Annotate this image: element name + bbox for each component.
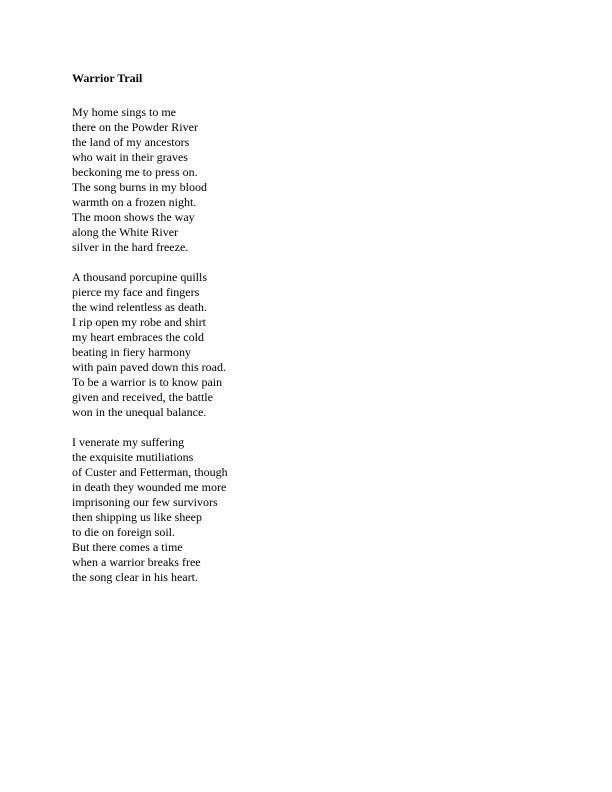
- poem-line: My home sings to me: [72, 105, 176, 119]
- poem-line: imprisoning our few survivors: [72, 495, 218, 509]
- poem-title: Warrior Trail: [72, 71, 143, 85]
- poem-line: with pain paved down this road.: [72, 360, 226, 374]
- poem-line: then shipping us like sheep: [72, 510, 202, 524]
- poem-line: beating in fiery harmony: [72, 345, 191, 359]
- poem-line: in death they wounded me more: [72, 480, 227, 494]
- poem-line: who wait in their graves: [72, 150, 188, 164]
- poem-line: of Custer and Fetterman, though: [72, 465, 228, 479]
- poem-line: pierce my face and fingers: [72, 285, 200, 299]
- poem-line: The song burns in my blood: [72, 180, 207, 194]
- poem-line: silver in the hard freeze.: [72, 240, 189, 254]
- poem-line: when a warrior breaks free: [72, 555, 201, 569]
- poem-line: warmth on a frozen night.: [72, 195, 197, 209]
- poem-line: beckoning me to press on.: [72, 165, 198, 179]
- poem-line: I venerate my suffering: [72, 435, 185, 449]
- poem-line: along the White River: [72, 225, 179, 239]
- stanza-1: [72, 105, 552, 255]
- poem-line: there on the Powder River: [72, 120, 198, 134]
- poem-line: the song clear in his heart.: [72, 570, 198, 584]
- stanza-2: [72, 270, 552, 420]
- poem-line: the exquisite mutiliations: [72, 450, 194, 464]
- poem-line: the land of my ancestors: [72, 135, 190, 149]
- poem-line: I rip open my robe and shirt: [72, 315, 206, 329]
- poem-line: my heart embraces the cold: [72, 330, 204, 344]
- poem-line: To be a warrior is to know pain: [72, 375, 223, 389]
- poem-line: to die on foreign soil.: [72, 525, 175, 539]
- poem: [72, 71, 552, 600]
- poem-line: The moon shows the way: [72, 210, 195, 224]
- poem-line: But there comes a time: [72, 540, 183, 554]
- poem-line: the wind relentless as death.: [72, 300, 207, 314]
- stanza-3: [72, 435, 552, 585]
- poem-line: A thousand porcupine quills: [72, 270, 207, 284]
- poem-line: given and received, the battle: [72, 390, 213, 404]
- poem-line: won in the unequal balance.: [72, 405, 207, 419]
